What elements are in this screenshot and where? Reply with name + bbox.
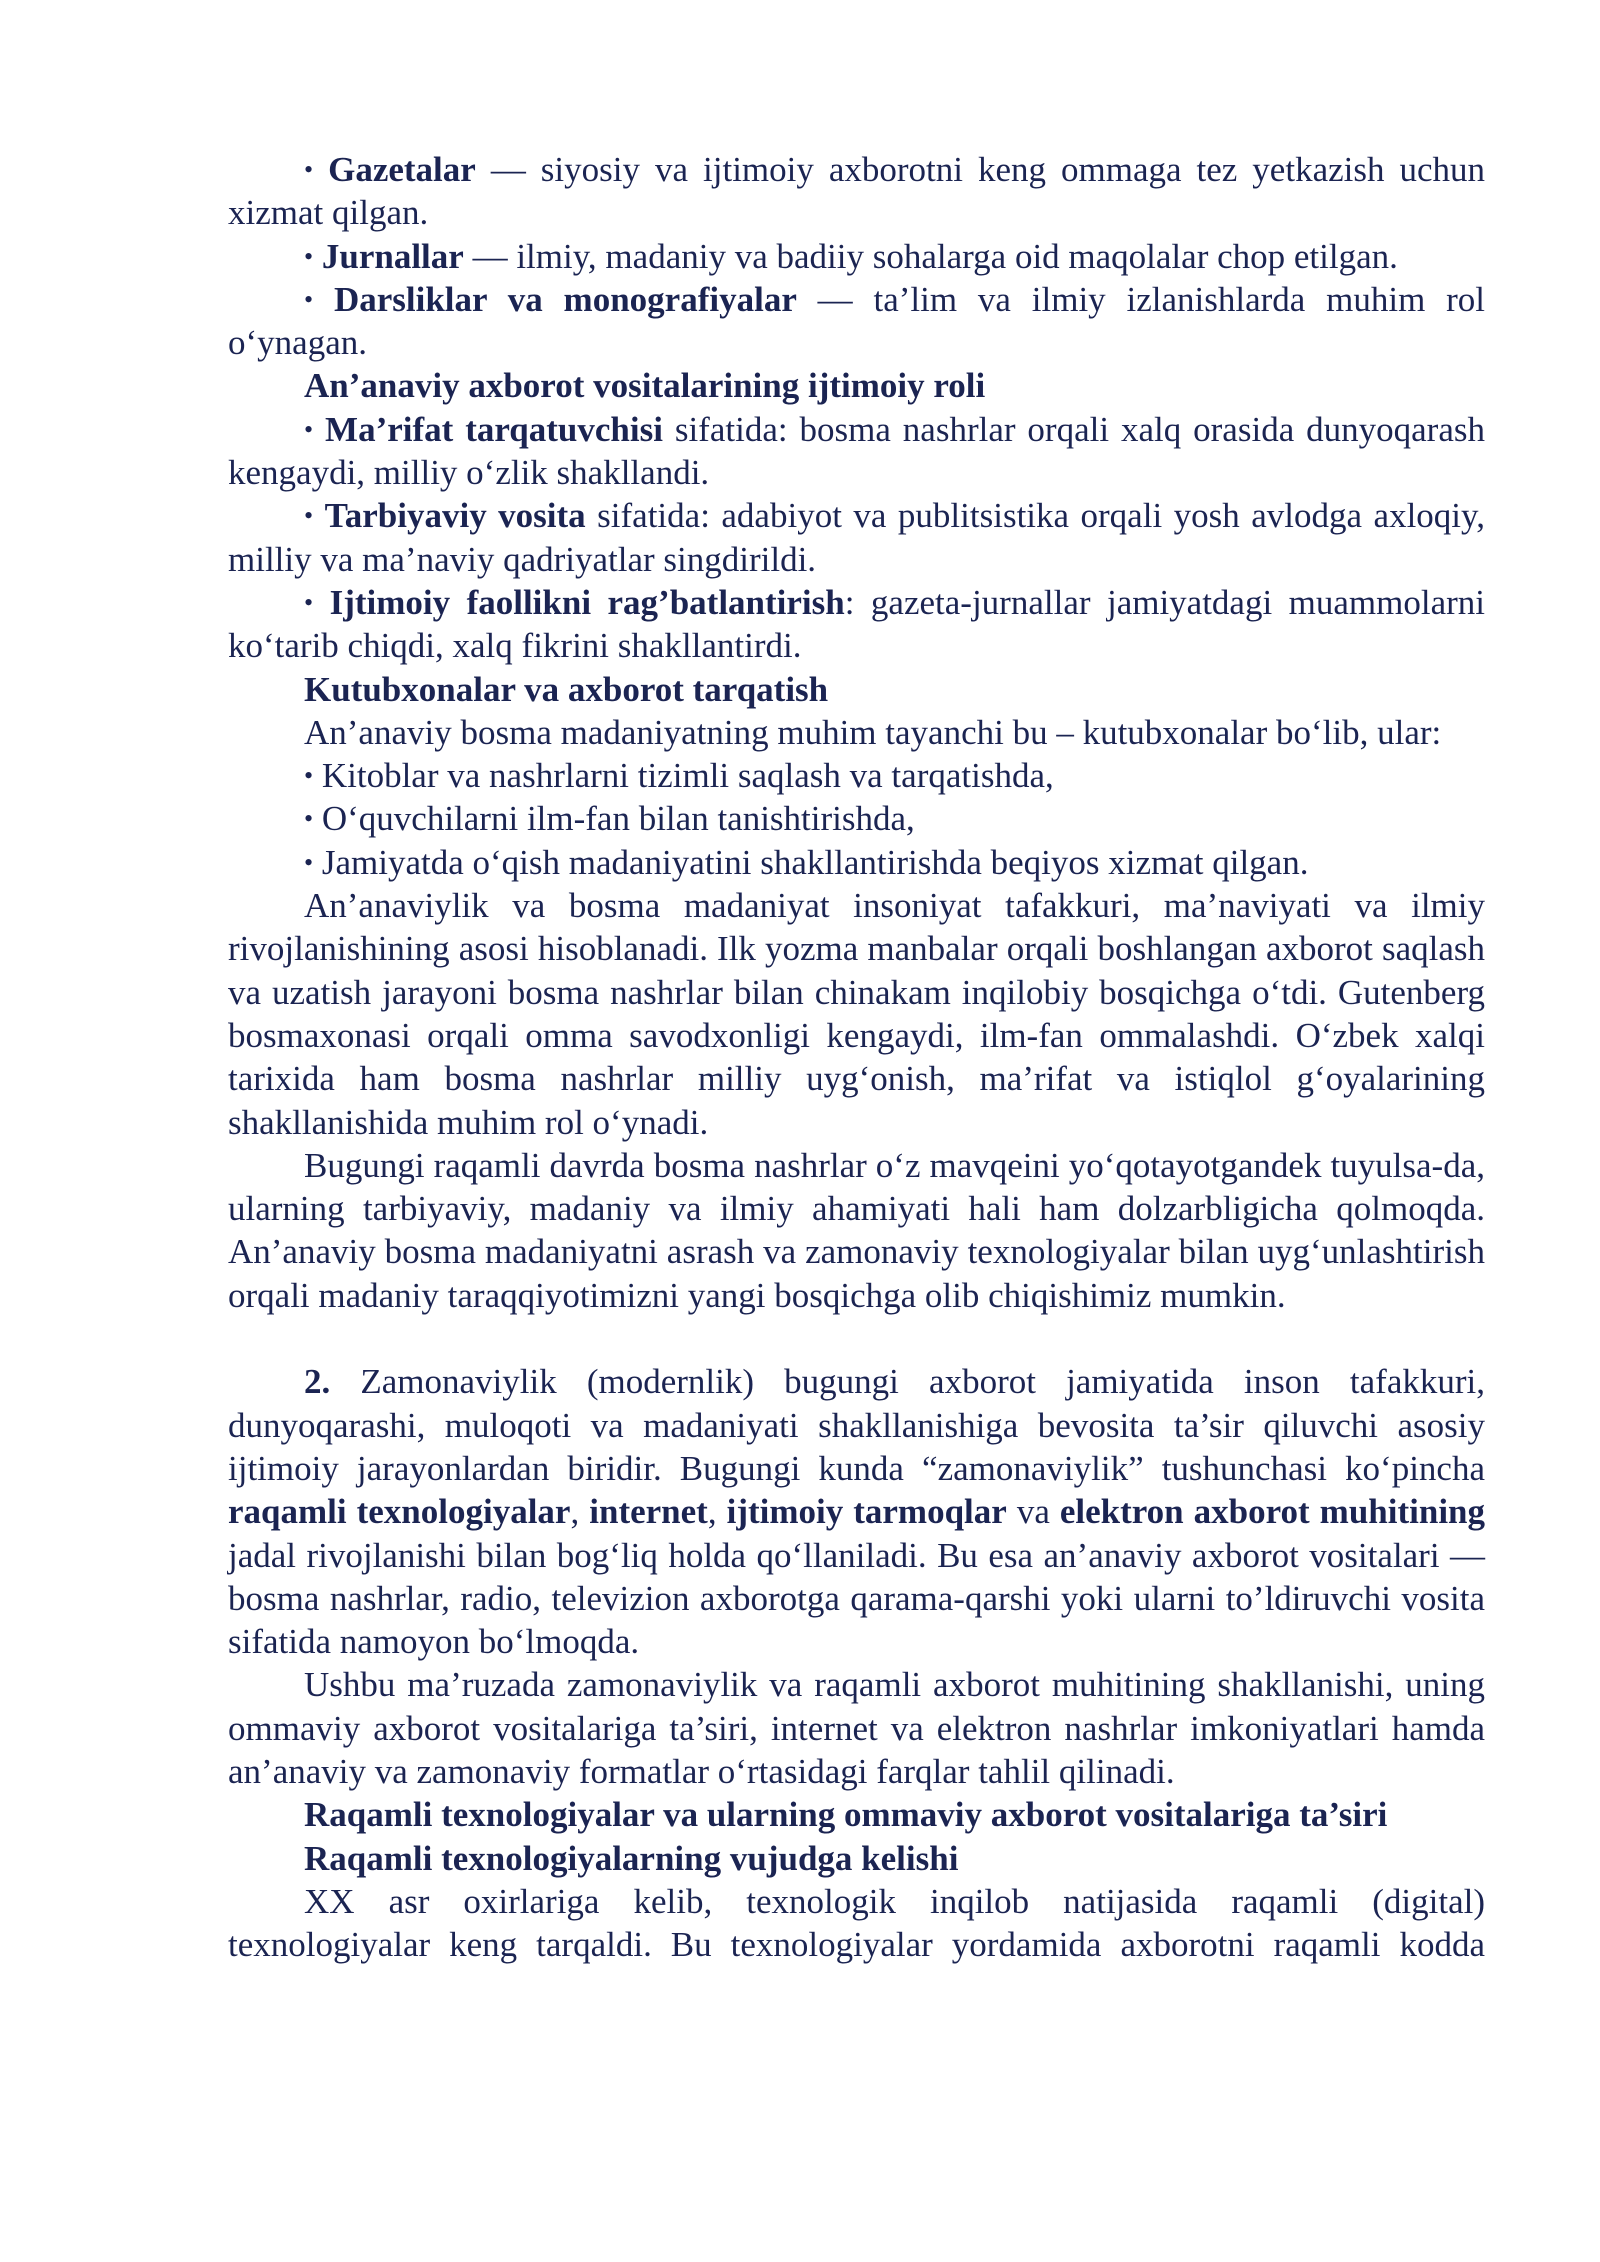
paragraph-anaviylik: An’anaviylik va bosma madaniyat insoniyat tafakkuri, ma’naviyati va ilmiy rivojlanishining asosi hisoblanadi. Ilk yozma manbalar orqali boshlangan axborot saqlash va uzatish jarayoni bosma nashrlar bilan chinakam inqilobiy bosqichga o‘tdi. Gutenberg bosmaxonasi orqali omma savodxonligi kengaydi, ilm-fan ommalashdi. O‘zbek xalqi tarixida ham bosma nashrlar milliy uyg‘onish, ma’rifat va istiqlol g‘oyalarining shakllanishida muhim rol o‘ynadi. <box>228 886 1485 1142</box>
bullet-paragraph-tarbiyaviy <box>228 494 1485 581</box>
paragraph-text: — ilmiy, madaniy va badiiy sohalarga oid maqolalar chop etilgan. <box>463 236 1398 276</box>
bold-term: Ijtimoiy faollikni rag’batlantirish <box>329 582 845 622</box>
section-heading-ijtimoiy-roli: An’anaviy axborot vositalarining ijtimoiy roli <box>304 366 986 406</box>
list-item-text: Kitoblar va nashrlarni tizimli saqlash va tarqatishda, <box>321 756 1054 796</box>
bold-term: raqamli texnologiyalar <box>228 1492 571 1532</box>
bullet-icon: • <box>304 761 314 791</box>
bold-term: elektron axborot muhitining <box>1059 1492 1486 1532</box>
section-heading-vujudga-kelishi: Raqamli texnologiyalarning vujudga kelishi <box>304 1838 959 1878</box>
bold-term: Tarbiyaviy vosita <box>324 496 586 536</box>
bullet-paragraph-marifat <box>228 408 1485 495</box>
bold-term: ijtimoiy tarmoqlar <box>726 1492 1007 1532</box>
bullet-icon: • <box>304 501 314 531</box>
paragraph-text: — siyosiy va ijtimoiy axborotni keng ommaga tez yetkazish uchun xizmat qilgan. <box>228 150 1486 233</box>
paragraph-text: Zamonaviylik (modernlik) bugungi axborot jamiyatida inson tafakkuri, dunyoqarashi, muloqoti va madaniyati shakllanishiga bevosita ta’sir qiluvchi asosiy ijtimoiy jarayonlardan biridir. Bugungi kunda “zamonaviylik” tushunchasi ko‘pincha <box>228 1362 1485 1488</box>
paragraph-kutubxonalar: An’anaviy bosma madaniyatning muhim tayanchi bu – kutubxonalar bo‘lib, ular: <box>304 712 1442 752</box>
bold-term: internet <box>589 1492 708 1532</box>
document-page <box>228 148 1485 1966</box>
list-item <box>228 754 1485 797</box>
bullet-icon: • <box>304 847 314 877</box>
bullet-paragraph-jurnallar <box>228 235 1485 278</box>
list-item <box>228 797 1485 840</box>
bullet-paragraph-gazetalar <box>228 148 1485 235</box>
bullet-icon: • <box>304 804 314 834</box>
bullet-icon: • <box>304 587 314 617</box>
paragraph-xx-asr: XX asr oxirlariga kelib, texnologik inqilob natijasida raqamli (digital) texnologiyalar keng tarqaldi. Bu texnologiyalar yordamida axborotni raqamli kodda <box>228 1881 1485 1965</box>
bullet-paragraph-darsliklar <box>228 278 1485 365</box>
paragraph-text: : gazeta-jurnallar jamiyatdagi muammolarni ko‘tarib chiqdi, xalq fikrini shakllantirdi. <box>228 582 1485 666</box>
paragraph-bugungi: Bugungi raqamli davrda bosma nashrlar o‘z mavqeini yo‘qotayotgandek tuyulsa-da, ularning tarbiyaviy, madaniy va ilmiy ahamiyati hali ham dolzarbligicha qolmoqda. An’anaviy bosma madaniyatni asrash va zamonaviy texnologiyalar bilan uyg‘unlashtirish orqali madaniy taraqqiyotimizni yangi bosqichga olib chiqishimiz mumkin. <box>228 1145 1485 1315</box>
section-heading-kutubxonalar: Kutubxonalar va axborot tarqatish <box>304 669 829 709</box>
paragraph-zamonaviylik <box>228 1360 1485 1663</box>
bold-term: Jurnallar <box>321 236 464 276</box>
bullet-icon: • <box>304 241 314 271</box>
list-item <box>228 841 1485 884</box>
section-heading-raqamli-tasiri: Raqamli texnologiyalar va ularning ommaviy axborot vositalariga ta’siri <box>304 1795 1388 1835</box>
bold-term: Gazetalar <box>328 150 476 189</box>
paragraph-text: sifatida: adabiyot va publitsistika orqali yosh avlodga axloqiy, milliy va ma’naviy qadriyatlar singdirildi. <box>228 496 1486 579</box>
paragraph-text: — ta’lim va ilmiy izlanishlarda muhim rol o‘ynagan. <box>228 279 1486 363</box>
list-item-text: O‘quvchilarni ilm-fan bilan tanishtirishda, <box>321 799 915 839</box>
bold-term: Darsliklar va monografiyalar <box>333 279 797 319</box>
paragraph-text: va <box>1006 1492 1060 1532</box>
blank-line <box>228 1317 1485 1360</box>
paragraph-text: sifatida: bosma nashrlar orqali xalq orasida dunyoqarash kengaydi, milliy o‘zlik shakllandi. <box>228 409 1485 493</box>
bullet-icon: • <box>304 284 314 314</box>
bullet-icon: • <box>304 414 314 444</box>
section-number: 2. <box>304 1362 331 1402</box>
bullet-icon: • <box>304 155 314 184</box>
paragraph-maruza: Ushbu ma’ruzada zamonaviylik va raqamli axborot muhitining shakllanishi, uning ommaviy axborot vositalariga ta’siri, internet va elektron nashrlar imkoniyatlari hamda an’anaviy va zamonaviy formatlar o‘rtasidagi farqlar tahlil qilinadi. <box>228 1665 1485 1791</box>
bullet-paragraph-ijtimoiy-faollik <box>228 581 1485 668</box>
paragraph-text: , <box>570 1492 590 1532</box>
bold-term: Ma’rifat tarqatuvchisi <box>325 409 663 449</box>
paragraph-text: , <box>707 1492 727 1532</box>
list-item-text: Jamiyatda o‘qish madaniyatini shakllantirishda beqiyos xizmat qilgan. <box>321 842 1309 882</box>
paragraph-text: jadal rivojlanishi bilan bog‘liq holda qo‘llaniladi. Bu esa an’anaviy axborot vositalari — bosma nashrlar, radio, televizion axborotga qarama-qarshi yoki ularni to’ldiruvchi vosita sifatida namoyon bo‘lmoqda. <box>228 1535 1485 1662</box>
